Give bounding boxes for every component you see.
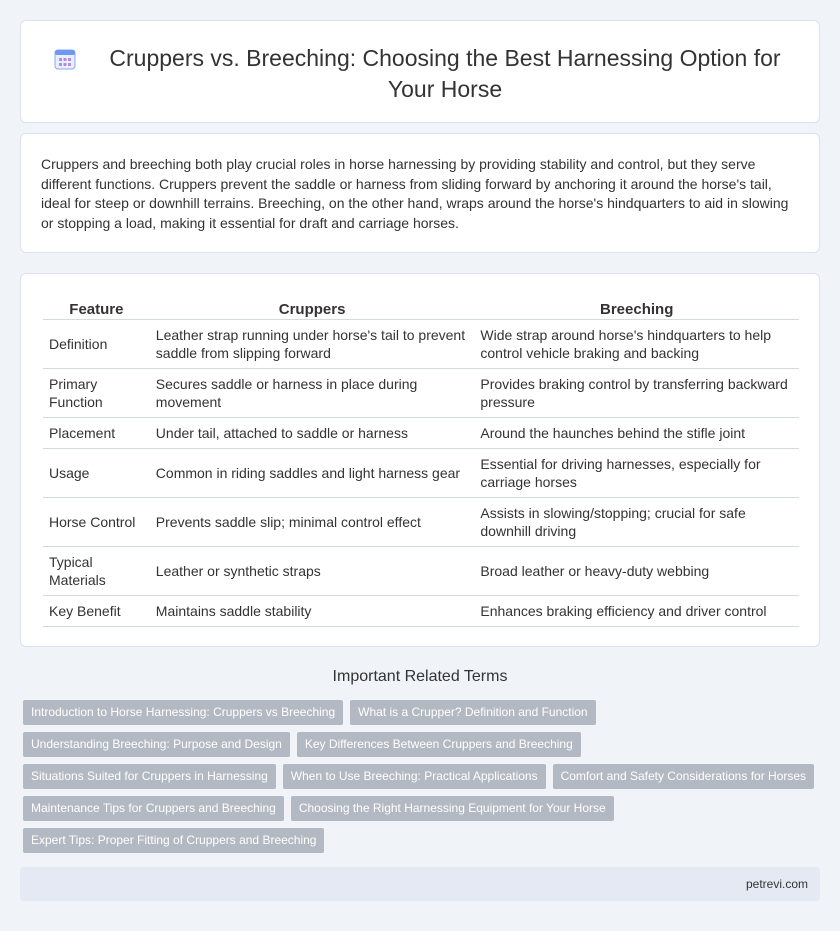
table-cell-cruppers: Leather strap running under horse's tail to prevent saddle from slipping forward [150, 319, 475, 368]
related-term-tag[interactable]: Choosing the Right Harnessing Equipment for Your Horse [291, 796, 614, 821]
related-term-tag[interactable]: Situations Suited for Cruppers in Harnessing [23, 764, 276, 789]
table-row [43, 546, 799, 595]
table-row [43, 319, 799, 368]
intro-paragraph: Cruppers and breeching both play crucial roles in horse harnessing by providing stability and control, but they serve different functions. Cruppers prevent the saddle or harness from sliding forward by anchoring it around the horse's tail, ideal for steep or downhill terrains. Breeching, on the other hand, wraps around the horse's hindquarters to aid in slowing or stopping a load, making it essential for draft and carriage horses. [41, 156, 789, 231]
table-cell-breeching: Wide strap around horse's hindquarters to help control vehicle braking and backing [474, 319, 799, 368]
footer-site-link[interactable]: petrevi.com [745, 877, 808, 891]
table-header-row [43, 295, 799, 319]
related-term-tag[interactable]: Understanding Breeching: Purpose and Design [23, 732, 290, 757]
table-cell-feature: Typical Materials [43, 546, 150, 595]
title-card [20, 20, 820, 123]
intro-card [20, 133, 820, 253]
table-cell-breeching: Around the haunches behind the stifle joint [474, 417, 799, 448]
table-cell-feature: Key Benefit [43, 595, 150, 626]
related-term-tag[interactable]: Expert Tips: Proper Fitting of Cruppers and Breeching [23, 828, 324, 853]
table-cell-feature: Horse Control [43, 497, 150, 546]
related-term-tag[interactable]: Introduction to Horse Harnessing: Cruppers vs Breeching [23, 700, 343, 725]
table-cell-breeching: Broad leather or heavy-duty webbing [474, 546, 799, 595]
table-cell-breeching: Assists in slowing/stopping; crucial for safe downhill driving [474, 497, 799, 546]
table-cell-cruppers: Secures saddle or harness in place during movement [150, 368, 475, 417]
table-cell-cruppers: Common in riding saddles and light harness gear [150, 448, 475, 497]
related-terms-list [23, 700, 823, 860]
table-cell-cruppers: Leather or synthetic straps [150, 546, 475, 595]
header-cruppers: Cruppers [150, 295, 475, 319]
table-row [43, 497, 799, 546]
table-row [43, 417, 799, 448]
table-cell-cruppers: Prevents saddle slip; minimal control effect [150, 497, 475, 546]
footer [20, 867, 820, 901]
table-row [43, 368, 799, 417]
header-breeching: Breeching [474, 295, 799, 319]
related-term-tag[interactable]: Maintenance Tips for Cruppers and Breeching [23, 796, 284, 821]
related-term-tag[interactable]: What is a Crupper? Definition and Function [350, 700, 595, 725]
header-feature: Feature [43, 295, 150, 319]
table-cell-feature: Placement [43, 417, 150, 448]
table-cell-feature: Usage [43, 448, 150, 497]
page-title: Cruppers vs. Breeching: Choosing the Best Harnessing Option for Your Horse [109, 45, 781, 102]
table-row [43, 595, 799, 626]
table-cell-breeching: Essential for driving harnesses, especially for carriage horses [474, 448, 799, 497]
table-cell-breeching: Provides braking control by transferring backward pressure [474, 368, 799, 417]
comparison-table [43, 295, 799, 627]
related-term-tag[interactable]: Comfort and Safety Considerations for Horses [553, 764, 814, 789]
comparison-table-card [20, 273, 820, 647]
table-cell-cruppers: Under tail, attached to saddle or harness [150, 417, 475, 448]
table-row [43, 448, 799, 497]
table-cell-breeching: Enhances braking efficiency and driver control [474, 595, 799, 626]
related-term-tag[interactable]: Key Differences Between Cruppers and Breeching [297, 732, 581, 757]
table-cell-feature: Definition [43, 319, 150, 368]
table-cell-cruppers: Maintains saddle stability [150, 595, 475, 626]
related-term-tag[interactable]: When to Use Breeching: Practical Applications [283, 764, 546, 789]
related-terms-heading: Important Related Terms [332, 668, 508, 685]
table-cell-feature: Primary Function [43, 368, 150, 417]
